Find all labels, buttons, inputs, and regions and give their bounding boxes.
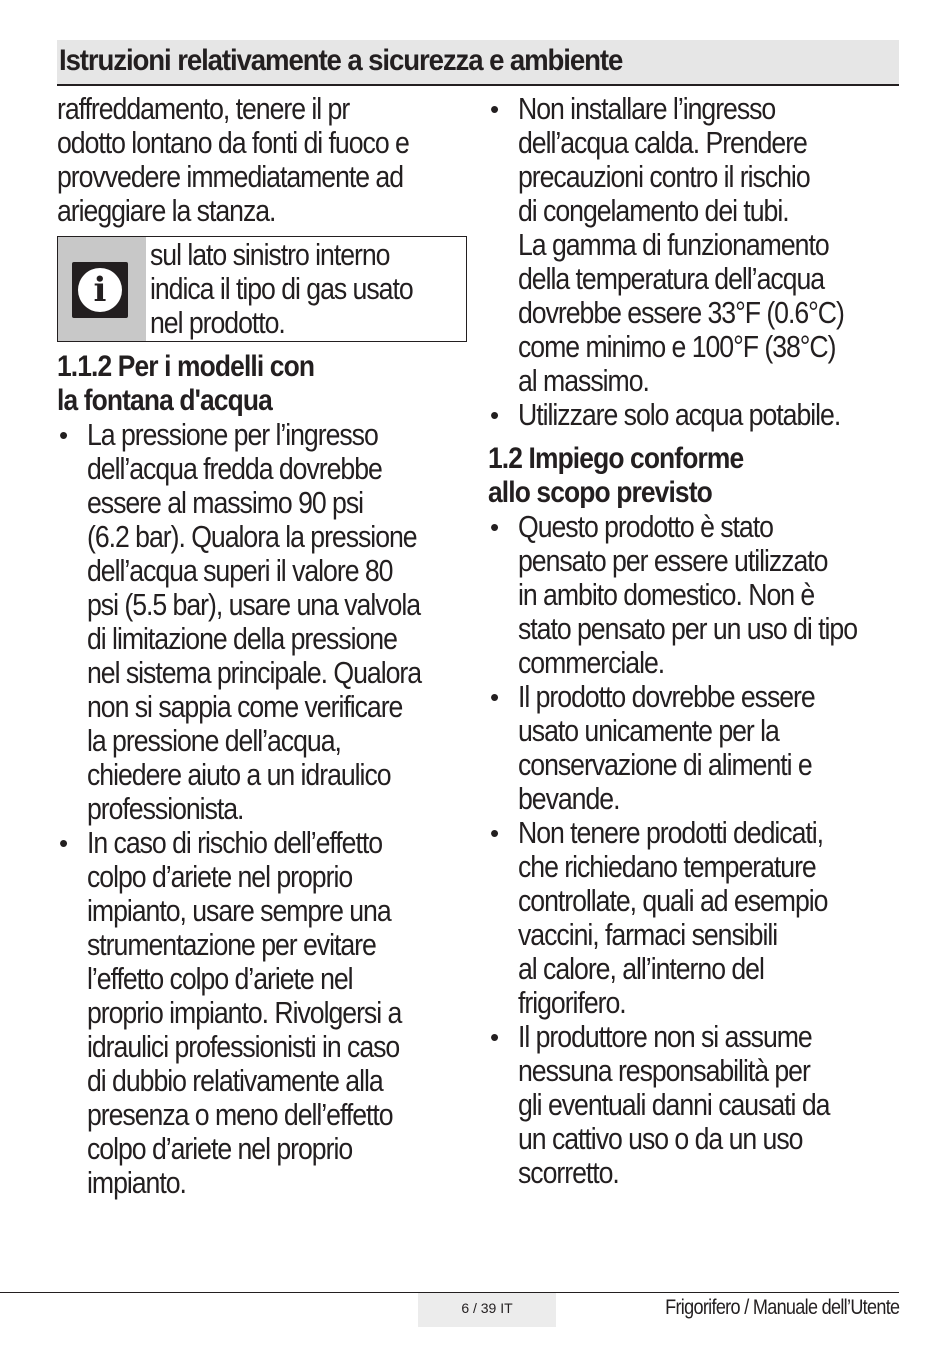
bullet-dot: • [490,818,500,848]
text-line: presenza o meno dell’effetto [87,1097,393,1132]
text-line: stato pensato per un uso di tipo [518,611,858,646]
text-line: pensato per essere utilizzato [518,543,828,578]
text-line: al calore, all’interno del [518,951,764,986]
text-line: Utilizzare solo acqua potabile. [518,397,841,432]
heading-line: 1.2 Impiego conforme [488,442,744,475]
text-line: idraulici professionisti in caso [87,1029,400,1064]
text-line: Non tenere prodotti dedicati, [518,815,824,850]
text-line: di limitazione della pressione [87,621,397,656]
bullet-dot: • [490,682,500,712]
text-line: gli eventuali danni causati da [518,1087,830,1122]
page-header [57,40,899,86]
text-line: usato unicamente per la [518,713,779,748]
page-title: Istruzioni relativamente a sicurezza e ambiente [59,44,623,77]
text-line: (6.2 bar). Qualora la pressione [87,519,417,554]
left-column [57,92,467,1200]
bullet-item [488,1020,908,1190]
heading-line: allo scopo previsto [488,476,712,509]
text-line: nel sistema principale. Qualora [87,655,422,690]
text-line: un cattivo uso o da un uso [518,1121,803,1156]
text-line: conservazione di alimenti e [518,747,812,782]
text-line: dell’acqua fredda dovrebbe [87,451,382,486]
text-line: Il prodotto dovrebbe essere [518,679,815,714]
text-line: odotto lontano da fonti di fuoco e [57,125,409,160]
text-line: l’effetto colpo d’ariete nel [87,961,353,996]
text-line: strumentazione per evitare [87,927,376,962]
text-line: frigorifero. [518,985,626,1020]
bullet-item [57,826,467,1200]
text-line: La pressione per l’ingresso [87,417,378,452]
bullet-dot: • [490,512,500,542]
text-line: dovrebbe essere 33°F (0.6°C) [518,295,844,330]
bullet-item [488,816,908,1020]
text-line: impianto. [87,1165,186,1200]
text-line: In caso di rischio dell’effetto [87,825,383,860]
info-icon-cell [58,237,146,341]
text-line: La gamma di funzionamento [518,227,829,262]
text-line: precauzioni contro il rischio [518,159,810,194]
text-line: Non installare l’ingresso [518,91,776,126]
bullet-dot: • [490,1022,500,1052]
info-icon: i [72,262,128,318]
text-line: Il produttore non si assume [518,1019,812,1054]
text-line: di dubbio relativamente alla [87,1063,383,1098]
text-line: raffreddamento, tenere il pr [57,91,350,126]
right-column [488,92,908,1190]
text-line: essere al massimo 90 psi [87,485,364,520]
section-heading-1-1-2 [57,350,467,418]
footer-title: Frigorifero / Manuale dell’Utente [664,1296,899,1319]
text-line: di congelamento dei tubi. [518,193,789,228]
text-line: come minimo e 100°F (38°C) [518,329,836,364]
info-note-box [57,236,467,342]
page-number: 6 / 39 IT [418,1293,556,1327]
text-line: commerciale. [518,645,665,680]
text-line: la pressione dell’acqua, [87,723,341,758]
text-line: che richiedano temperature [518,849,816,884]
intro-paragraph [57,92,467,228]
text-line: colpo d’ariete nel proprio [87,859,353,894]
text-line: professionista. [87,791,244,826]
bullet-item [57,418,467,826]
text-line: provvedere immediatamente ad [57,159,404,194]
text-line: dell’acqua superi il valore 80 [87,553,393,588]
info-note-text [146,237,455,341]
bullet-item [488,510,908,680]
text-line: dell’acqua calda. Prendere [518,125,807,160]
text-line: sul lato sinistro interno [150,237,390,272]
text-line: in ambito domestico. Non è [518,577,815,612]
bullet-dot: • [59,828,69,858]
text-line: indica il tipo di gas usato [150,271,413,306]
text-line: bevande. [518,781,620,816]
text-line: della temperatura dell’acqua [518,261,825,296]
text-line: controllate, quali ad esempio [518,883,828,918]
bullet-item [488,92,908,398]
text-line: Questo prodotto è stato [518,509,773,544]
bullet-item [488,398,908,432]
text-line: vaccini, farmaci sensibili [518,917,778,952]
text-line: impianto, usare sempre una [87,893,391,928]
bullet-item [488,680,908,816]
text-line: non si sappia come verificare [87,689,403,724]
heading-line: 1.1.2 Per i modelli con [57,350,315,383]
text-line: arieggiare la stanza. [57,193,276,228]
text-line: al massimo. [518,363,649,398]
text-line: nessuna responsabilità per [518,1053,810,1088]
text-line: proprio impianto. Rivolgersi a [87,995,402,1030]
bullet-dot: • [59,420,69,450]
heading-line: la fontana d'acqua [57,384,272,417]
text-line: scorretto. [518,1155,619,1190]
text-line: chiedere aiuto a un idraulico [87,757,391,792]
text-line: psi (5.5 bar), usare una valvola [87,587,421,622]
text-line: colpo d’ariete nel proprio [87,1131,353,1166]
bullet-dot: • [490,400,500,430]
bullet-dot: • [490,94,500,124]
section-heading-1-2 [488,442,908,510]
text-line: nel prodotto. [150,305,285,340]
